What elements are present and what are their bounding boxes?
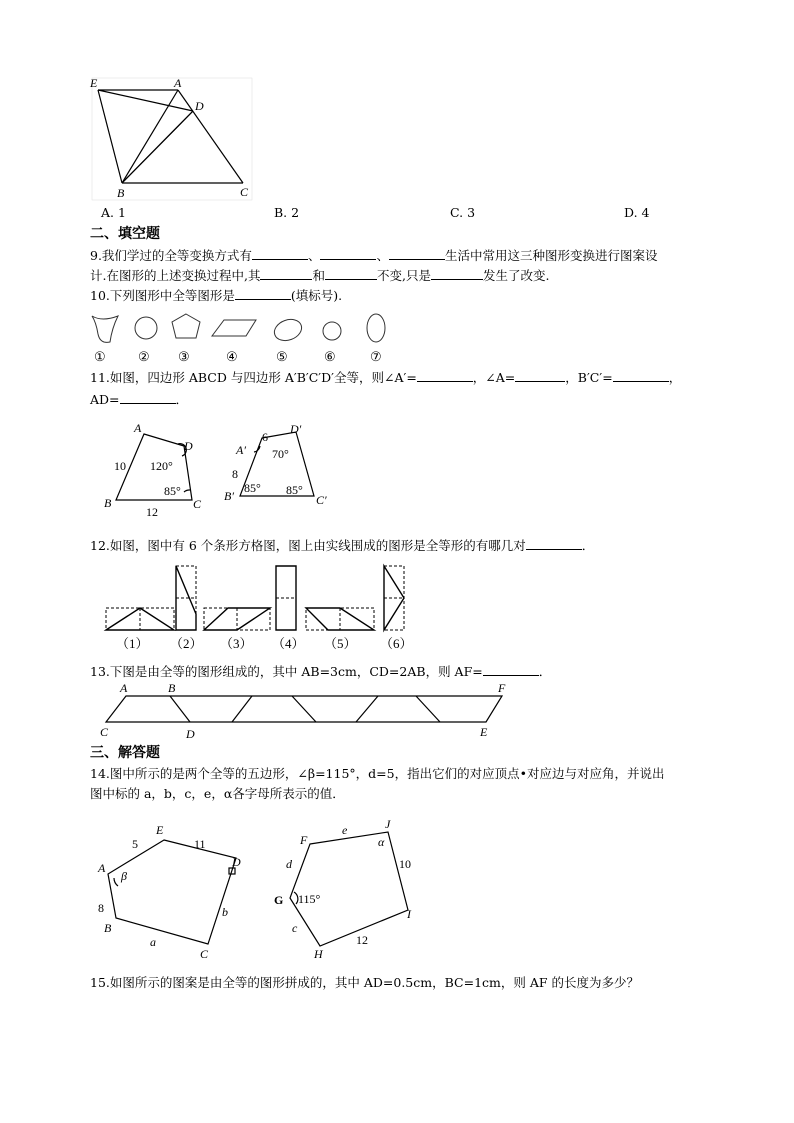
q14-side-hi: 12 xyxy=(356,933,368,947)
q11-angle-c: 85° xyxy=(164,484,181,498)
q12-line xyxy=(90,537,594,554)
q12-blank[interactable] xyxy=(526,537,582,550)
q14-side-ae: 5 xyxy=(132,837,138,851)
q9-blank-4[interactable] xyxy=(260,267,312,280)
q10-label-2: ② xyxy=(138,349,150,364)
q11-blank-4[interactable] xyxy=(120,391,176,404)
q13-label-b: B xyxy=(168,681,176,695)
q14-label-i: I xyxy=(407,907,411,921)
q11-label-a-prime: A′ xyxy=(236,443,246,457)
q14-line1: 14.图中所示的是两个全等的五边形，∠β=115°，d=5，指出它们的对应顶点•对应边与对应角，并说出 xyxy=(90,766,665,781)
q14-label-h: H xyxy=(314,947,323,961)
q13-text: 13.下图是由全等的图形组成的，其中 AB=3cm，CD=2AB，则 AF= xyxy=(90,664,483,679)
q11-blank-3[interactable] xyxy=(613,369,669,382)
q10-text: 10.下列图形中全等图形是 xyxy=(90,288,235,303)
q14-angle-alpha: α xyxy=(378,835,385,849)
q11-side-ad-prime: 6 xyxy=(262,430,268,444)
q14-label-d: D xyxy=(232,855,241,869)
q9-blank-3[interactable] xyxy=(389,247,445,260)
q9-blank-5[interactable] xyxy=(325,267,377,280)
q10-label-4: ④ xyxy=(226,349,238,364)
q11-side-bc: 12 xyxy=(146,505,158,519)
q9-sep-1: 、 xyxy=(307,248,321,263)
q10-label-3: ③ xyxy=(178,349,190,364)
q9-blank-2[interactable] xyxy=(320,247,376,260)
q9-text-1-end: 生活中常用这三种图形变换进行图案设 xyxy=(444,248,658,263)
q8-label-c: C xyxy=(240,185,249,199)
q12-label-4: （4） xyxy=(272,636,305,651)
q14-side-b: b xyxy=(222,905,228,919)
q10-shapes xyxy=(88,308,398,366)
q14-label-g: G xyxy=(274,893,284,907)
q8-option-a[interactable]: A. 1 xyxy=(101,205,126,220)
q11-text-d: ， xyxy=(668,370,682,385)
q14-angle-beta: β xyxy=(121,869,127,883)
q11-text-end: ． xyxy=(175,392,189,407)
q10-line xyxy=(90,287,342,304)
q9-text-2a: 计.在图形的上述变换过程中,其 xyxy=(90,268,261,283)
q8-label-e: E xyxy=(90,76,98,90)
q10-shape-1 xyxy=(92,316,118,342)
q10-shape-7 xyxy=(367,314,385,342)
q9-blank-6[interactable] xyxy=(431,267,483,280)
q13-text-end: ． xyxy=(538,664,552,679)
q14-line2: 图中标的 a，b，c，e，α各字母所表示的值． xyxy=(90,786,345,801)
q11-side-ab: 10 xyxy=(114,459,126,473)
q11-label-b: B xyxy=(104,496,112,510)
q14-side-ji: 10 xyxy=(399,857,411,871)
q10-text-end: (填标号). xyxy=(290,288,343,303)
q10-shape-4 xyxy=(212,320,256,336)
q14-side-e: e xyxy=(342,823,348,837)
q10-label-1: ① xyxy=(94,349,106,364)
q12-label-6: （6） xyxy=(380,636,413,651)
q8-label-d: D xyxy=(195,99,204,113)
q12-text-end: ． xyxy=(581,538,595,553)
q8-option-b[interactable]: B. 2 xyxy=(274,205,300,220)
q9-text-2b: 和 xyxy=(312,268,325,283)
q13-label-e: E xyxy=(480,725,488,739)
q9-sep-2: 、 xyxy=(376,248,389,263)
q11-text-b: ，∠A= xyxy=(472,370,516,385)
q10-shape-5 xyxy=(271,316,304,344)
q11-figures xyxy=(100,420,360,520)
q11-label-c-prime: C′ xyxy=(316,493,327,507)
q11-angle-c-prime: 85° xyxy=(286,483,303,497)
q14-figures xyxy=(94,818,424,966)
q12-label-3: （3） xyxy=(220,636,253,651)
q15-text: 15.如图所示的图案是由全等的图形拼成的，其中 AD=0.5cm，BC=1cm，则 AF 的长度为多少？ xyxy=(90,975,640,990)
q13-label-c: C xyxy=(100,725,109,739)
q14-label-j: J xyxy=(385,817,391,831)
q10-label-7: ⑦ xyxy=(370,349,382,364)
q14-side-ab: 8 xyxy=(98,901,104,915)
q8-figure xyxy=(86,74,256,202)
q13-line xyxy=(90,663,551,680)
q11-angle-b-prime: 85° xyxy=(244,481,261,495)
q14-side-d: d xyxy=(286,857,292,871)
q14-angle-g: 115° xyxy=(298,892,321,906)
q14-side-c: c xyxy=(292,921,298,935)
q8-label-b: B xyxy=(117,186,125,200)
q11-side-ab-prime: 8 xyxy=(232,467,238,481)
q8-label-a: A xyxy=(174,76,182,90)
q11-text-ad: AD= xyxy=(90,392,120,407)
q11-label-a: A xyxy=(134,421,142,435)
q13-label-d: D xyxy=(186,727,195,741)
q13-figure xyxy=(96,682,516,742)
q11-text-c: ，B′C′= xyxy=(565,370,613,385)
q9-text-2d: 发生了改变. xyxy=(482,268,550,283)
q9-line2 xyxy=(90,267,549,284)
q12-label-2: （2） xyxy=(170,636,203,651)
q10-shape-2 xyxy=(135,317,157,339)
q10-blank[interactable] xyxy=(235,287,291,300)
q12-label-1: （1） xyxy=(116,636,149,651)
q14-label-c: C xyxy=(200,947,209,961)
q14-label-f: F xyxy=(300,833,308,847)
section3-title: 三、解答题 xyxy=(90,745,160,761)
q13-label-a: A xyxy=(120,681,128,695)
q11-label-b-prime: B′ xyxy=(224,489,234,503)
q11-line2 xyxy=(90,391,188,408)
section2-title: 二、填空题 xyxy=(90,226,160,242)
q14-label-a: A xyxy=(98,861,106,875)
q13-blank[interactable] xyxy=(483,663,539,676)
q9-line1 xyxy=(90,247,657,264)
q8-option-c[interactable]: C. 3 xyxy=(450,205,476,220)
q14-label-b: B xyxy=(104,921,112,935)
q11-angle-d: 120° xyxy=(150,459,173,473)
q14-side-ed: 11 xyxy=(194,837,206,851)
q11-line1 xyxy=(90,369,681,386)
q14-side-a: a xyxy=(150,935,156,949)
q9-text-1: 9.我们学过的全等变换方式有 xyxy=(90,248,252,263)
q14-label-e: E xyxy=(156,823,164,837)
q11-label-c: C xyxy=(193,497,202,511)
q12-text: 12.如图，图中有 6 个条形方格图，图上由实线围成的图形是全等形的有哪几对 xyxy=(90,538,526,553)
q11-blank-2[interactable] xyxy=(515,369,565,382)
q11-blank-1[interactable] xyxy=(417,369,473,382)
q10-shape-3 xyxy=(172,314,200,338)
q10-label-5: ⑤ xyxy=(276,349,288,364)
q9-text-2c: 不变,只是 xyxy=(376,268,431,283)
q10-label-6: ⑥ xyxy=(324,349,336,364)
q11-label-d-prime: D′ xyxy=(290,422,302,436)
q11-angle-d-prime: 70° xyxy=(272,447,289,461)
q11-label-d: D xyxy=(184,439,193,453)
q12-label-5: （5） xyxy=(324,636,357,651)
q13-label-f: F xyxy=(498,681,506,695)
q12-figures xyxy=(100,562,413,654)
q10-shape-6 xyxy=(323,322,341,340)
q11-text-a: 11.如图，四边形 ABCD 与四边形 A′B′C′D′全等，则∠A′= xyxy=(90,370,417,385)
q8-option-d[interactable]: D. 4 xyxy=(624,205,650,220)
q9-blank-1[interactable] xyxy=(252,247,308,260)
